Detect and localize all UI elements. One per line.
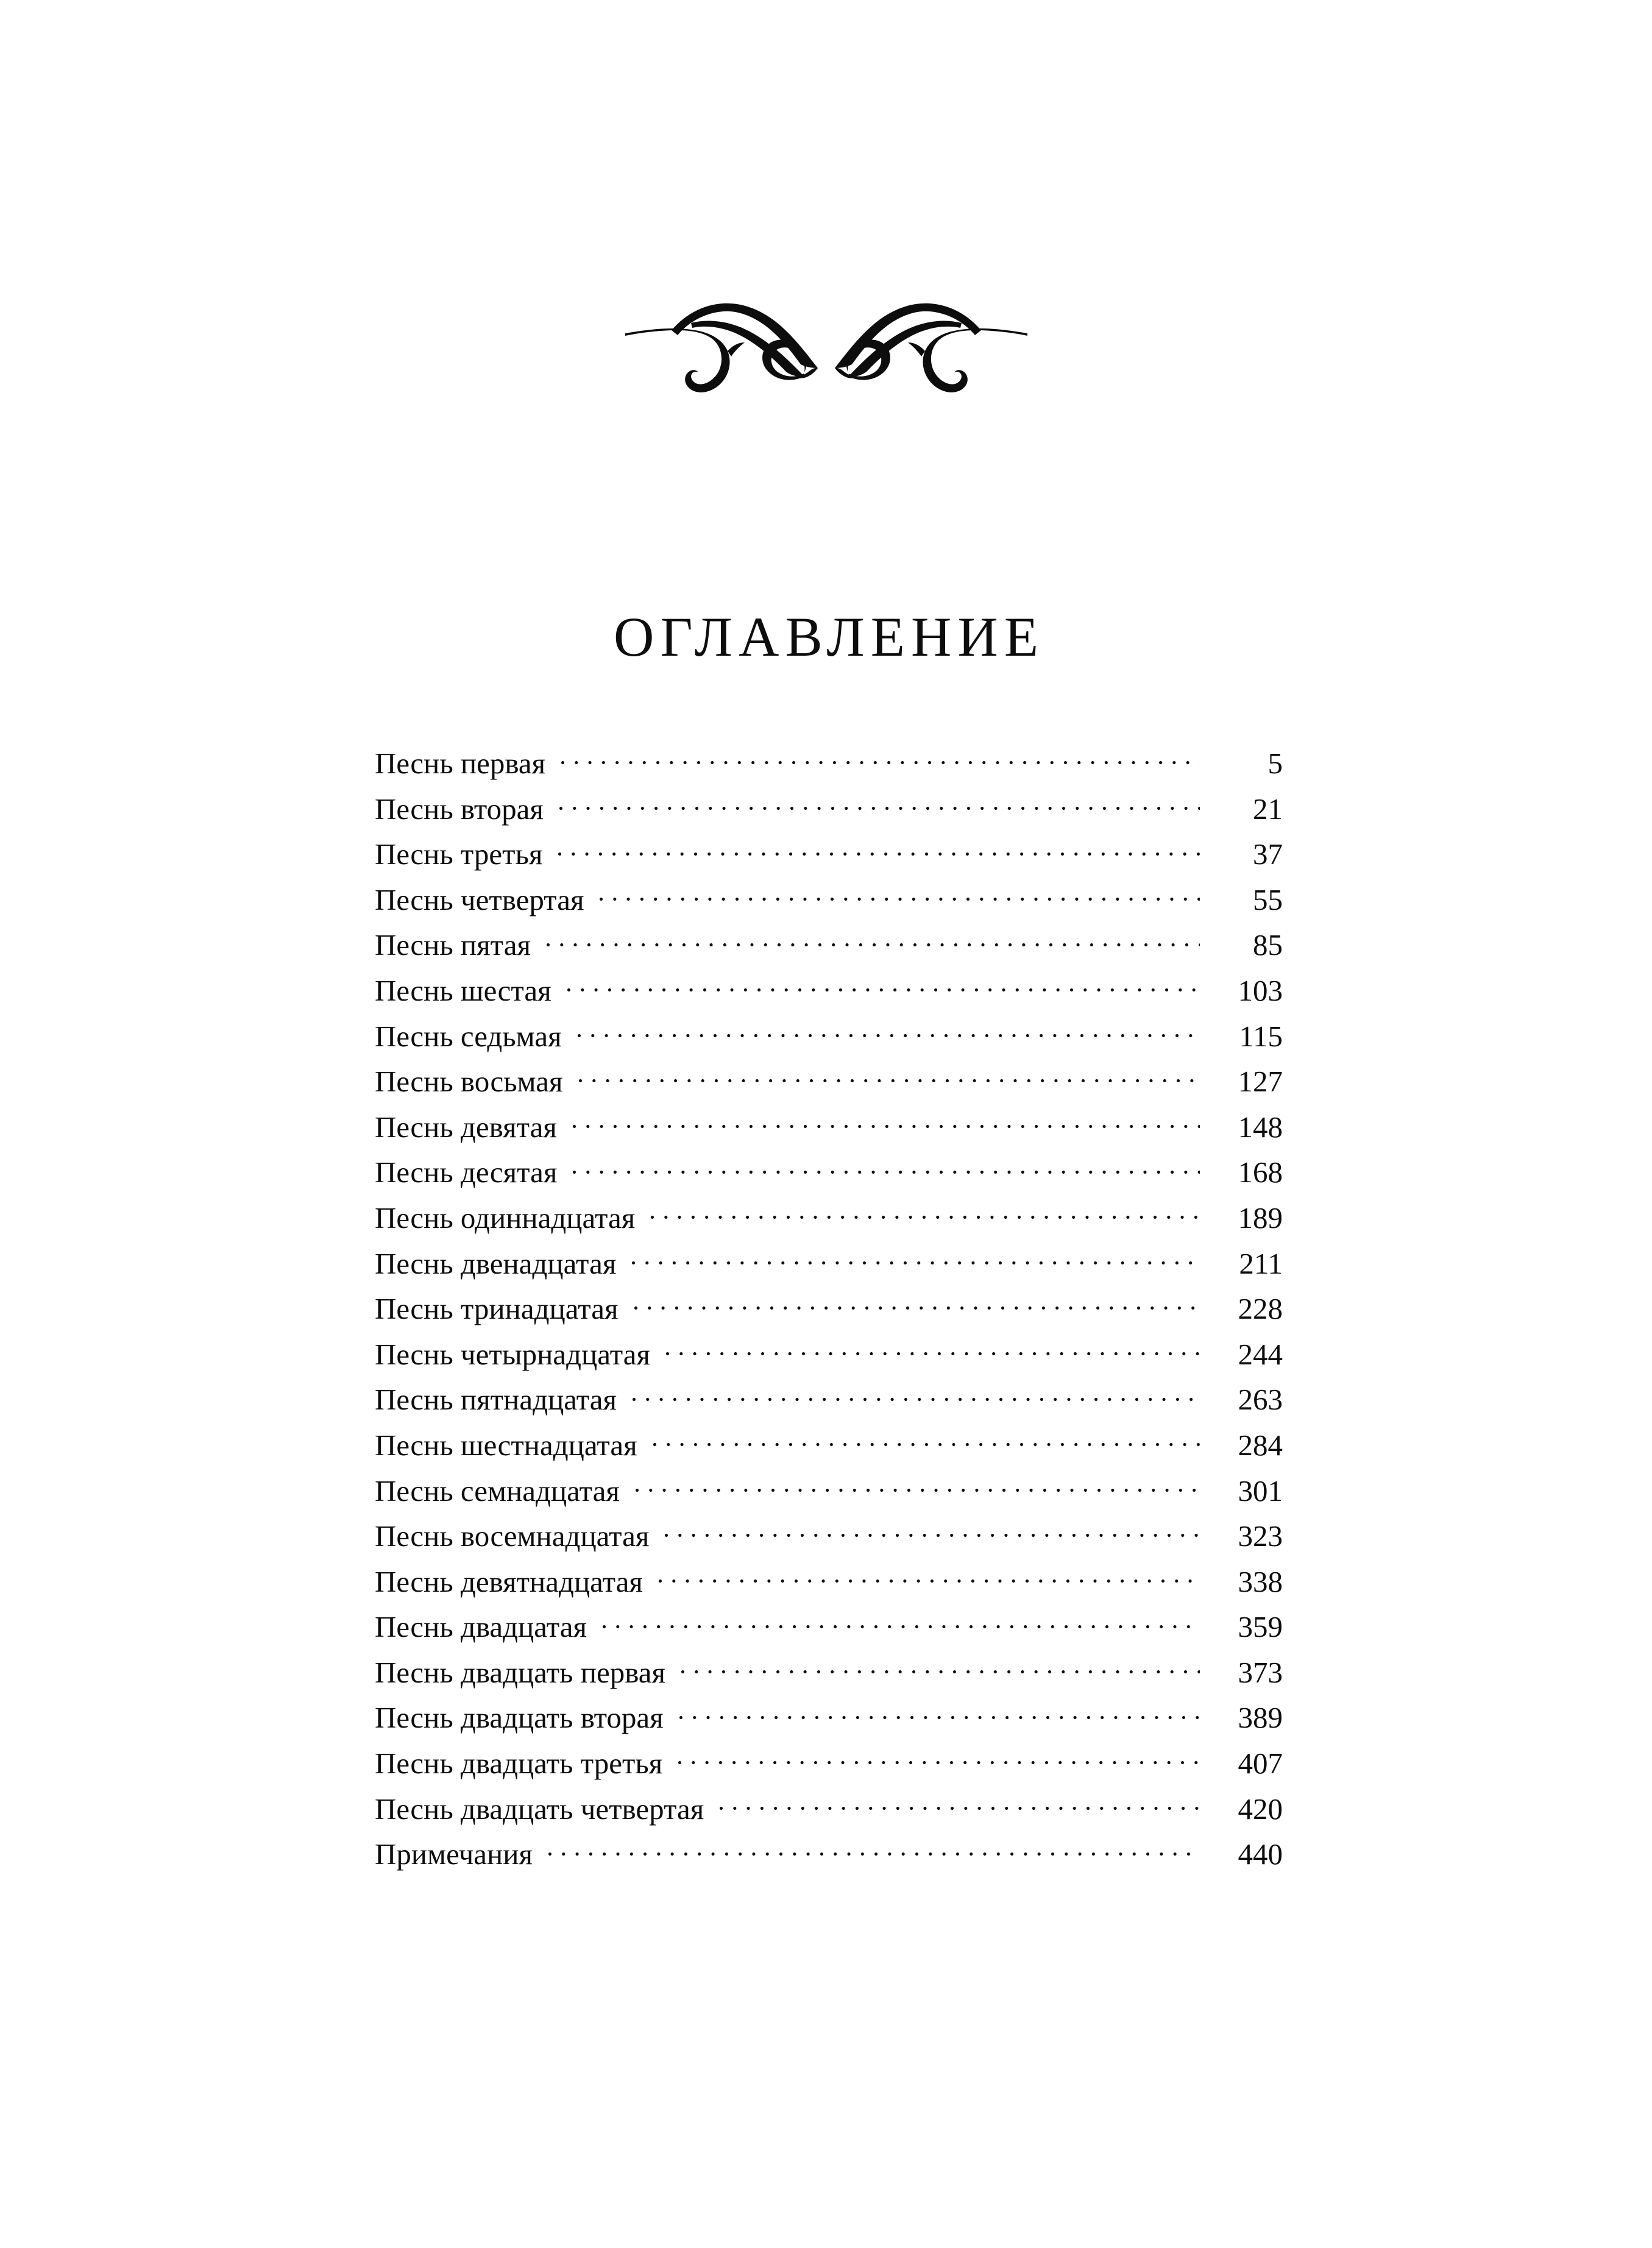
- toc-dot-leader: [653, 1425, 1200, 1455]
- toc-dot-leader: [720, 1789, 1200, 1819]
- toc-entry[interactable]: [375, 1014, 1283, 1060]
- toc-dot-leader: [666, 1335, 1200, 1364]
- toc-entry-page-number: 389: [1238, 1701, 1283, 1735]
- toc-dot-leader: [558, 834, 1200, 864]
- toc-entry-label: Песнь двенадцатая: [375, 1246, 617, 1280]
- toc-entry[interactable]: [375, 1196, 1283, 1241]
- toc-dot-leader: [600, 880, 1200, 910]
- toc-entry-page-number: 37: [1253, 837, 1283, 871]
- toc-entry-page-number: 407: [1238, 1746, 1283, 1781]
- toc-entry-label: Песнь четырнадцатая: [375, 1337, 651, 1371]
- toc-entry[interactable]: [375, 787, 1283, 832]
- toc-dot-leader: [573, 1107, 1200, 1137]
- toc-entry-page-number: 359: [1238, 1610, 1283, 1644]
- toc-dot-leader: [681, 1653, 1200, 1682]
- toc-entry[interactable]: [375, 1741, 1283, 1787]
- toc-entry[interactable]: [375, 1105, 1283, 1151]
- toc-entry-page-number: 284: [1238, 1428, 1283, 1462]
- toc-entry-page-number: 338: [1238, 1564, 1283, 1598]
- toc-entry-page-number: 115: [1239, 1019, 1283, 1053]
- toc-entry-page-number: 211: [1239, 1246, 1283, 1280]
- toc-entry-label: Песнь шестая: [375, 973, 551, 1007]
- toc-dot-leader: [665, 1516, 1200, 1546]
- toc-dot-leader: [578, 1016, 1200, 1046]
- toc-entry-page-number: 228: [1238, 1292, 1283, 1326]
- toc-entry-label: Песнь двадцать третья: [375, 1746, 663, 1781]
- toc-entry-label: Песнь двадцать вторая: [375, 1701, 664, 1735]
- toc-dot-leader: [561, 743, 1200, 773]
- toc-entry[interactable]: [375, 741, 1283, 787]
- toc-entry-page-number: 127: [1238, 1065, 1283, 1099]
- toc-entry[interactable]: [375, 1332, 1283, 1378]
- toc-entry-label: Песнь одиннадцатая: [375, 1200, 636, 1235]
- toc-entry-page-number: 301: [1238, 1473, 1283, 1508]
- toc-entry[interactable]: [375, 878, 1283, 923]
- toc-dot-leader: [547, 925, 1200, 955]
- toc-entry[interactable]: [375, 1787, 1283, 1832]
- toc-entry-label: Примечания: [375, 1837, 533, 1871]
- toc-entry-label: Песнь седьмая: [375, 1019, 562, 1053]
- toc-entry-label: Песнь пятая: [375, 928, 531, 962]
- toc-entry[interactable]: [375, 1604, 1283, 1650]
- toc-dot-leader: [678, 1743, 1200, 1773]
- toc-entry[interactable]: [375, 1286, 1283, 1332]
- toc-entry-page-number: 323: [1238, 1519, 1283, 1553]
- toc-entry-label: Песнь восьмая: [375, 1065, 563, 1099]
- toc-entry[interactable]: [375, 1377, 1283, 1423]
- toc-entry[interactable]: [375, 1514, 1283, 1559]
- toc-dot-leader: [636, 1471, 1200, 1501]
- toc-dot-leader: [603, 1607, 1200, 1637]
- toc-entry-page-number: 5: [1267, 746, 1283, 780]
- toc-dot-leader: [651, 1198, 1200, 1228]
- toc-entry-page-number: 21: [1253, 792, 1283, 826]
- toc-dot-leader: [659, 1562, 1200, 1592]
- toc-entry-label: Песнь пятнадцатая: [375, 1383, 617, 1417]
- toc-entry[interactable]: [375, 1469, 1283, 1514]
- toc-entry-label: Песнь тринадцатая: [375, 1292, 619, 1326]
- toc-entry-page-number: 55: [1253, 882, 1283, 917]
- toc-entry-label: Песнь двадцать первая: [375, 1655, 665, 1689]
- toc-entry-label: Песнь первая: [375, 746, 546, 780]
- toc-dot-leader: [679, 1698, 1200, 1728]
- toc-entry[interactable]: [375, 1650, 1283, 1696]
- toc-entry[interactable]: [375, 1695, 1283, 1741]
- toc-entry[interactable]: [375, 1832, 1283, 1877]
- toc-dot-leader: [579, 1062, 1200, 1091]
- toc-entry[interactable]: [375, 832, 1283, 878]
- page-title: ОГЛАВЛЕНИЕ: [613, 605, 1045, 668]
- toc-dot-leader: [548, 1834, 1200, 1864]
- toc-entry-label: Песнь шестнадцатая: [375, 1428, 637, 1462]
- toc-dot-leader: [573, 1152, 1200, 1182]
- toc-entry-list: [375, 741, 1283, 1877]
- toc-entry[interactable]: [375, 923, 1283, 968]
- toc-entry[interactable]: [375, 1150, 1283, 1196]
- toc-entry-label: Песнь восемнадцатая: [375, 1519, 650, 1553]
- toc-entry-label: Песнь двадцатая: [375, 1610, 587, 1644]
- toc-dot-leader: [567, 971, 1200, 1001]
- toc-entry-page-number: 85: [1253, 928, 1283, 962]
- toc-entry[interactable]: [375, 968, 1283, 1014]
- toc-entry-label: Песнь вторая: [375, 792, 544, 826]
- toc-dot-leader: [633, 1380, 1200, 1409]
- toc-entry-page-number: 148: [1238, 1110, 1283, 1144]
- toc-entry-page-number: 440: [1238, 1837, 1283, 1871]
- toc-entry-label: Песнь десятая: [375, 1155, 558, 1190]
- toc-dot-leader: [632, 1244, 1200, 1274]
- toc-entry-label: Песнь семнадцатая: [375, 1473, 620, 1508]
- toc-entry-page-number: 373: [1238, 1655, 1283, 1689]
- toc-entry[interactable]: [375, 1423, 1283, 1469]
- toc-entry-page-number: 168: [1238, 1155, 1283, 1190]
- toc-entry-label: Песнь третья: [375, 837, 543, 871]
- toc-dot-leader: [634, 1289, 1200, 1319]
- toc-entry-page-number: 189: [1238, 1200, 1283, 1235]
- toc-entry[interactable]: [375, 1559, 1283, 1605]
- toc-entry-label: Песнь четвертая: [375, 882, 584, 917]
- toc-entry[interactable]: [375, 1059, 1283, 1105]
- toc-entry-label: Песнь девятнадцатая: [375, 1564, 643, 1598]
- toc-entry-page-number: 103: [1238, 973, 1283, 1007]
- toc-entry-page-number: 244: [1238, 1337, 1283, 1371]
- toc-dot-leader: [559, 789, 1200, 819]
- toc-entry-label: Песнь девятая: [375, 1110, 557, 1144]
- toc-entry-label: Песнь двадцать четвертая: [375, 1792, 704, 1826]
- toc-entry[interactable]: [375, 1241, 1283, 1287]
- toc-entry-page-number: 420: [1238, 1792, 1283, 1826]
- calligraphic-flourish-ornament: [0, 275, 1652, 403]
- toc-entry-page-number: 263: [1238, 1383, 1283, 1417]
